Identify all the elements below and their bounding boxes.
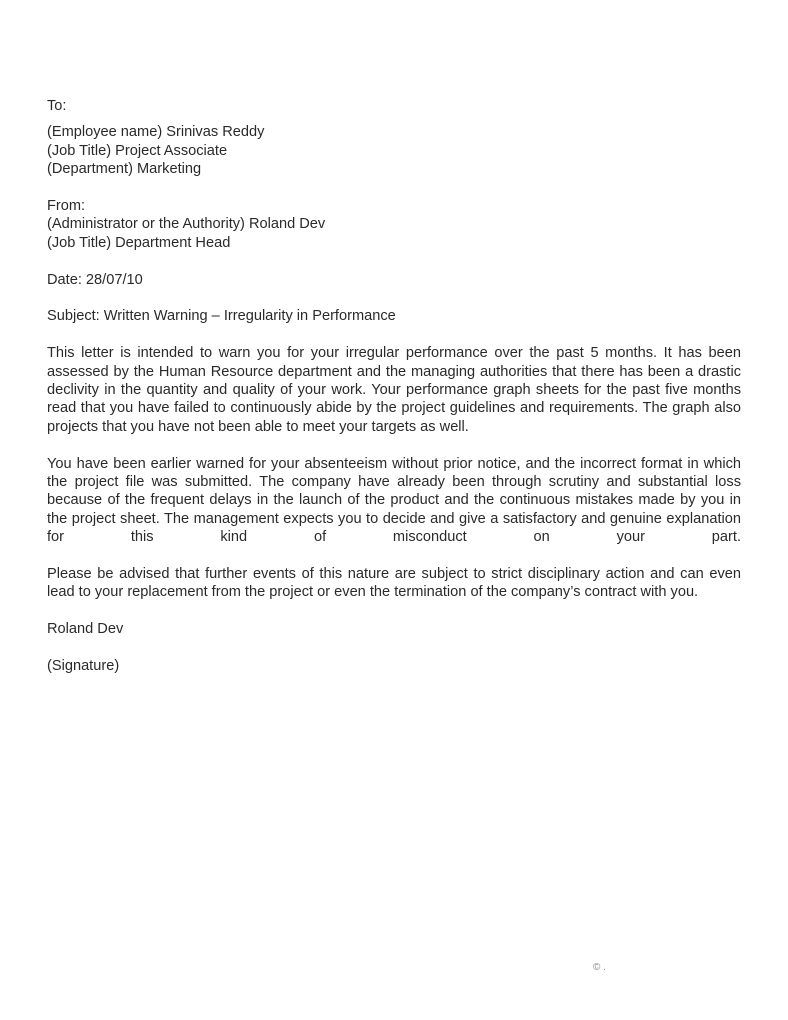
- spacer: [47, 639, 741, 657]
- signature-placeholder: (Signature): [47, 658, 120, 675]
- letter-subject: Subject: Written Warning – Irregularity in Performance: [47, 308, 396, 325]
- spacer: [47, 289, 741, 307]
- recipient-department: (Department) Marketing: [47, 161, 202, 178]
- spacer: [47, 115, 741, 123]
- paragraph-performance: This letter is intended to warn you for your irregular performance over the past 5 months. It has been assessed by the Human Resource department and the managing authorities that there has been a drastic declivity in the quantity and quality of your work. Your performance graph sheets for the past five months read that you have failed to continuously abide by the project guidelines and requirements. The graph also projects that you have not been able to meet your targets as well.: [47, 345, 741, 435]
- paragraph-absenteeism: You have been earlier warned for your absenteeism without prior notice, and the incorrect format in which the project file was submitted. The company have already been through scrutiny and substantial loss because of the frequent delays in the launch of the product and the continuous mistakes made by you in the project sheet. The management expects you to decide and give a satisfactory and genuine explanation for this kind of misconduct on your part.: [47, 455, 741, 546]
- spacer: [47, 602, 741, 620]
- footer-copyright-mark: © .: [593, 962, 606, 973]
- recipient-job-title: (Job Title) Project Associate: [47, 142, 228, 159]
- spacer: [47, 252, 741, 270]
- spacer: [47, 547, 741, 565]
- paragraph-advisory: Please be advised that further events of this nature are subject to strict disciplinary action and can even lead to your replacement from the project or even the termination of the company’s contract with you.: [47, 566, 741, 601]
- sender-name: (Administrator or the Authority) Roland Dev: [47, 216, 326, 233]
- closing-name: Roland Dev: [47, 621, 124, 638]
- from-label: From:: [47, 198, 86, 215]
- spacer: [47, 326, 741, 344]
- sender-job-title: (Job Title) Department Head: [47, 234, 231, 251]
- letter-body: [47, 97, 741, 675]
- recipient-name: (Employee name) Srinivas Reddy: [47, 124, 265, 141]
- to-label: To:: [47, 98, 67, 114]
- letter-date: Date: 28/07/10: [47, 271, 143, 288]
- spacer: [47, 436, 741, 454]
- spacer: [47, 179, 741, 197]
